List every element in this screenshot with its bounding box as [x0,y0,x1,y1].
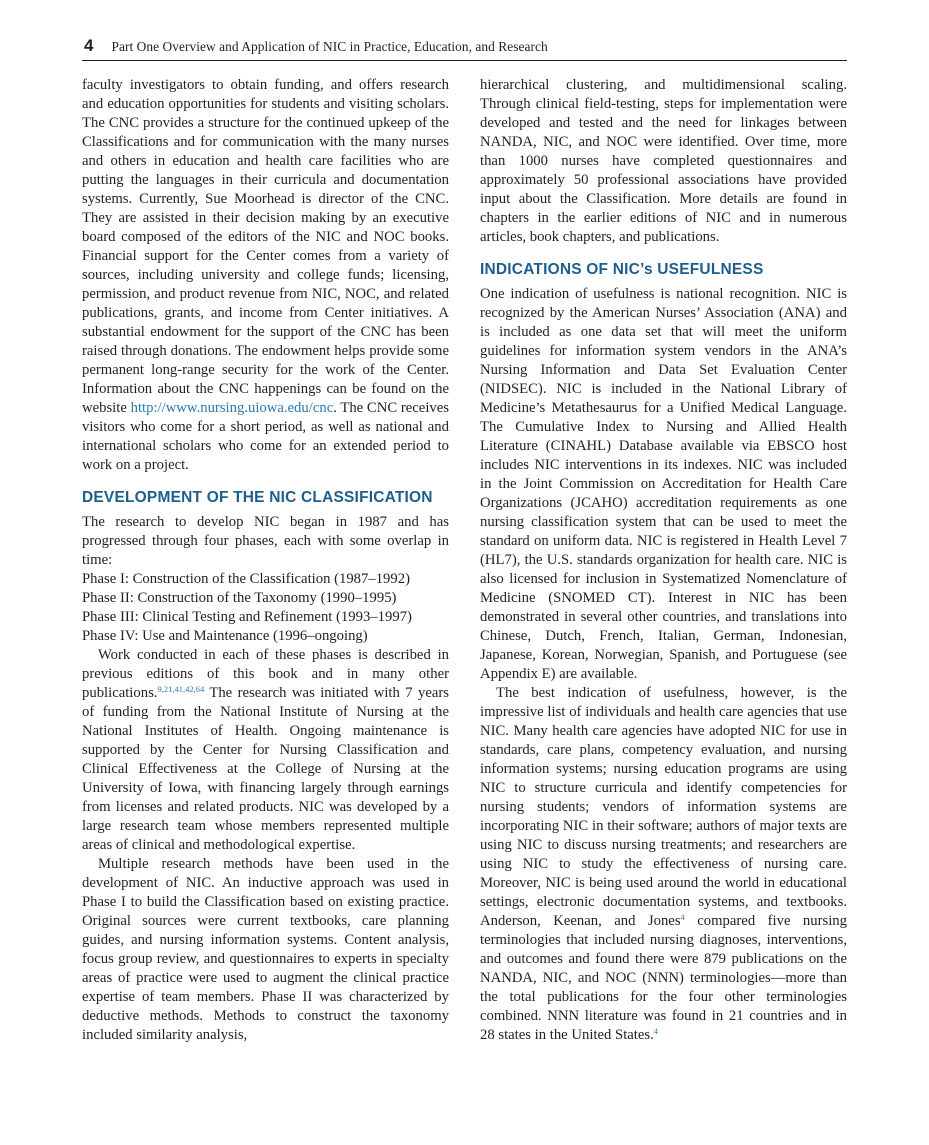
section-heading-indications: INDICATIONS OF NIC’s USEFULNESS [480,261,764,278]
phase-item: Phase I: Construction of the Classification (1987–1992) [82,571,410,587]
paragraph-text: compared five nursing terminologies that included nursing diagnoses, interventions, and outcomes and found there were 879 publications on the NANDA, NIC, and NOC (NNN) terminologies—more than the total publications for the four other terminologies combined. NNN literature was found in 21 countries and in 28 states in the United States. [480,913,847,1043]
paragraph-best-indication [480,684,847,1045]
paragraph-cnc [82,76,449,475]
paragraph-text: . The CNC receives visitors who come for a short period, as well as national and international scholars who come for an extended period to work on a project. [82,400,449,473]
left-column [82,76,449,1045]
paragraph-research-methods: Multiple research methods have been used in the development of NIC. An inductive approach was used in Phase I to build the Classification based on existing practice. Original sources were current textbooks, care planning guides, and nursing information systems. Content analysis, focus group review, and questionnaires to experts in specialty areas of practice were used to augment the clinical practice expertise of team members. Phase II was characterized by deductive methods. Methods to construct the taxonomy included similarity analysis, [82,856,449,1043]
section-heading-development: DEVELOPMENT OF THE NIC CLASSIFICATION [82,489,433,506]
citation-superscript[interactable]: 4 [653,1026,659,1036]
paragraph-text: faculty investigators to obtain funding, and offers research and education opportunities for students and visiting scholars. The CNC provides a structure for the continued upkeep of the Classifications and for communication with the many nurses and others in education and health care facilities who are putting the languages in their curricula and documentation systems. Currently, Sue Moorhead is director of the CNC. They are assisted in their decision making by an executive board composed of the editors of the NIC and NOC books. Financial support for the Center comes from a variety of sources, including university and college funds; licensing, permission, and product revenue from NIC, NOC, and related publications, grants, and income from Center initiatives. A substantial endowment for the support of the CNC has been raised through donations. The endowment helps provide some permanent long-range security for the work of the Center. Information about the CNC happenings can be found on the website [82,77,449,416]
phase-item: Phase III: Clinical Testing and Refinement (1993–1997) [82,609,412,625]
paragraph-work-conducted [82,646,449,855]
phase-item: Phase II: Construction of the Taxonomy (1990–1995) [82,590,397,606]
phase-item: Phase IV: Use and Maintenance (1996–ongoing) [82,628,368,644]
running-head: Part One Overview and Application of NIC in Practice, Education, and Research [111,39,548,54]
paragraph-text: The best indication of usefulness, however, is the impressive list of individuals and health care agencies that use NIC. Many health care agencies have adopted NIC for use in standards, care plans, competency evaluation, and nursing information systems; nursing education programs are using NIC to structure curricula and identify competencies for nursing students; vendors of information systems are incorporating NIC in their software; authors of major texts are using NIC to discuss nursing treatments; and researchers are using NIC to study the effectiveness of nursing care. Moreover, NIC is being used around the world in educational settings, electronic documentation systems, and textbooks. Anderson, Keenan, and Jones [480,685,847,929]
citation-superscript[interactable]: 9,21,41,42,64 [157,684,205,694]
website-link[interactable]: http://www.nursing.uiowa.edu/cnc [130,400,334,416]
paragraph-clustering: hierarchical clustering, and multidimensional scaling. Through clinical field-testing, steps for implementation were developed and tested and the need for linkages between NANDA, NIC, and NOC were identified. Over time, more than 1000 nurses have completed questionnaires and approximately 50 professional associations have provided input about the Classification. More details are found in chapters in the earlier editions of NIC and in numerous articles, book chapters, and publications. [480,77,847,245]
paragraph-text: Work conducted in each of these phases is described in previous editions of this book and in many other publications. [82,647,449,701]
paragraph-recognition: One indication of usefulness is national recognition. NIC is recognized by the American Nurses’ Association (ANA) and is included as one data set that will meet the uniform guidelines for information system vendors in the ANA’s Nursing Information and Data Set Evaluation Center (NIDSEC). NIC is included in the National Library of Medicine’s Metathesaurus for a Unified Medical Language. The Cumulative Index to Nursing and Allied Health Literature (CINAHL) Database available via EBSCO host includes NIC interventions in its indexes. NIC was included in the Joint Commission on Accreditation for Health Care Organizations (JCAHO) accreditation requirements as one nursing classification system that can be used to meet the standard on uniform data. NIC is registered in Health Level 7 (HL7), the U.S. standards organization for health care. NIC is also licensed for inclusion in Systematized Nomenclature of Medicine (SNOMED CT). Interest in NIC has been demonstrated in several other countries, and translations into Chinese, Dutch, French, Italian, German, Indonesian, Japanese, Korean, Norwegian, Spanish, and Portuguese (see Appendix E) are available. [480,286,847,682]
page-number: 4 [84,36,94,55]
right-column [480,76,847,1045]
paragraph-text: The research was initiated with 7 years of funding from the National Institute of Nursing at the National Institutes of Health. Ongoing maintenance is supported by the Center for Nursing Classification and Clinical Effectiveness at the College of Nursing at the University of Iowa, with financing largely through earnings from licenses and related products. NIC was developed by a large research team whose members represented multiple areas of clinical and methodological expertise. [82,685,449,853]
citation-superscript[interactable]: 4 [680,912,685,922]
page-header [82,36,847,61]
paragraph-research-phases: The research to develop NIC began in 1987 and has progressed through four phases, each with some overlap in time: [82,514,449,568]
